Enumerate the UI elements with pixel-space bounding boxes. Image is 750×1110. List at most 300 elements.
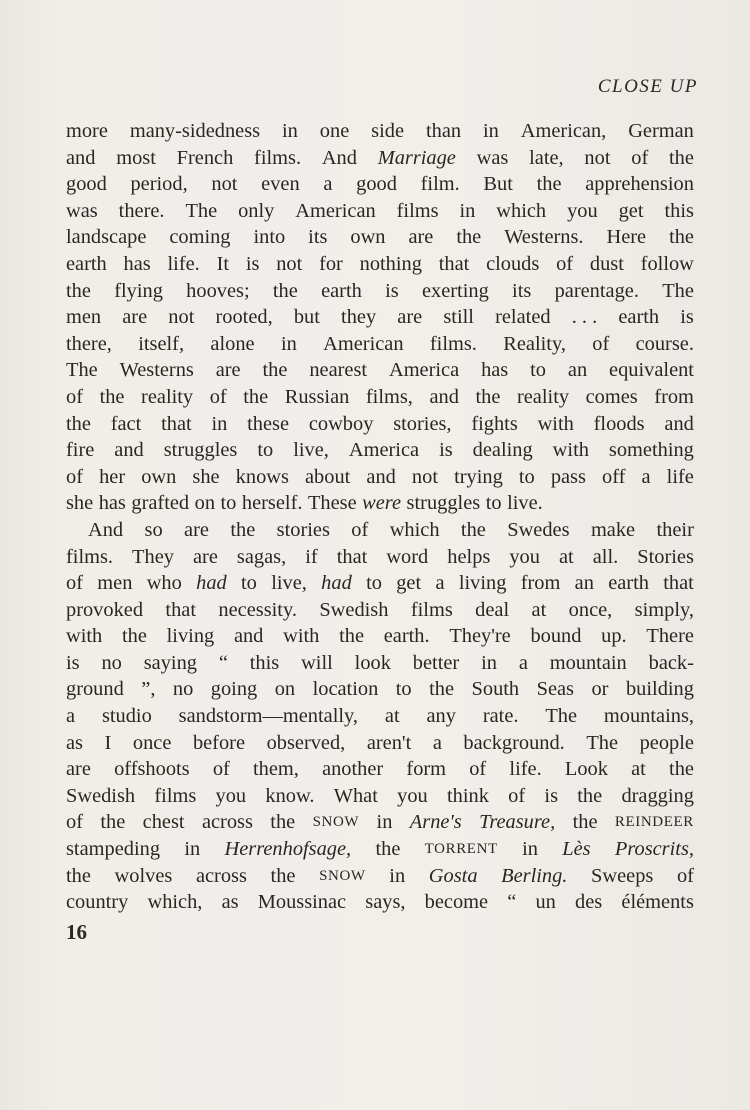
word: look xyxy=(354,651,391,674)
word: helps xyxy=(447,545,491,568)
word: Swedish xyxy=(319,598,389,621)
word: the xyxy=(66,412,91,435)
word: live, xyxy=(271,572,307,595)
word: the xyxy=(460,518,486,541)
word: film. xyxy=(420,173,460,196)
word: Swedish xyxy=(66,784,136,807)
word: necessity. xyxy=(218,598,297,621)
word: Seas xyxy=(536,678,574,701)
word: living xyxy=(166,625,215,648)
word: not xyxy=(211,173,238,196)
word: had xyxy=(196,572,227,595)
word: get xyxy=(396,572,422,595)
word: rate. xyxy=(482,705,519,728)
word: still xyxy=(443,306,474,329)
word: once xyxy=(132,731,172,754)
word: period, xyxy=(130,173,188,196)
word: life. xyxy=(509,758,542,781)
word: German xyxy=(628,120,694,142)
word: are xyxy=(66,758,91,781)
word: stories, xyxy=(393,412,452,435)
word: sandstorm—mentally, xyxy=(178,705,359,728)
word: fire xyxy=(66,439,95,462)
word: They xyxy=(132,545,174,568)
word: Westerns. xyxy=(504,226,584,249)
word: the xyxy=(669,758,694,781)
word: mountains, xyxy=(603,705,694,728)
word: dealing xyxy=(472,439,533,462)
word: But xyxy=(483,173,513,196)
word: these xyxy=(247,412,290,435)
word: most xyxy=(116,146,156,169)
word: there. xyxy=(118,199,165,222)
word: their xyxy=(656,518,694,541)
word: its xyxy=(512,279,532,302)
word: in xyxy=(211,412,228,435)
word: wolves xyxy=(114,864,173,887)
word: saying xyxy=(143,651,197,674)
word: the xyxy=(577,784,603,807)
word: Stories xyxy=(637,545,694,568)
word: What xyxy=(333,784,378,807)
word: of xyxy=(351,518,369,541)
word: or xyxy=(591,678,609,701)
word: The xyxy=(662,279,694,302)
word: the xyxy=(272,279,298,302)
word: Herrenhofsage, xyxy=(224,838,352,861)
word: the xyxy=(100,811,126,834)
word: Moussinac xyxy=(257,891,347,914)
word: a xyxy=(323,173,333,196)
word: and xyxy=(114,439,144,462)
word: earth. xyxy=(383,625,430,648)
word: on xyxy=(194,492,216,515)
word: Treasure, xyxy=(479,811,556,834)
word: at xyxy=(631,758,646,781)
word: in xyxy=(522,838,538,861)
word: mountain xyxy=(549,651,627,674)
word: are xyxy=(397,306,423,329)
word: will xyxy=(301,651,333,674)
word: to xyxy=(241,572,257,595)
word: The xyxy=(185,199,218,222)
word: own xyxy=(141,465,177,488)
word: is xyxy=(680,306,694,329)
word: of xyxy=(209,385,227,408)
text-line xyxy=(66,730,694,757)
word: is xyxy=(439,439,453,462)
word: from xyxy=(520,572,561,595)
word: to xyxy=(366,572,382,595)
word: had xyxy=(321,572,352,595)
word: of xyxy=(676,864,694,887)
word: films. xyxy=(254,146,302,169)
word: the xyxy=(243,385,269,408)
word: of xyxy=(508,784,526,807)
word: a xyxy=(66,705,76,728)
word: Westerns xyxy=(119,359,194,382)
word: The xyxy=(545,705,578,728)
text-line xyxy=(66,597,694,624)
word: Lès xyxy=(562,838,591,861)
word: SNOW xyxy=(312,814,360,831)
text-line xyxy=(66,224,694,251)
word: films. xyxy=(429,332,477,355)
word: ”, xyxy=(141,678,156,701)
word: even xyxy=(261,173,300,196)
word: is xyxy=(66,651,80,674)
word: earth xyxy=(618,306,660,329)
word: Look xyxy=(564,758,608,781)
word: struggles xyxy=(163,439,238,462)
word: in xyxy=(481,651,497,674)
word: who xyxy=(146,572,182,595)
word: not xyxy=(584,146,611,169)
word: nothing xyxy=(359,252,422,275)
word: she xyxy=(66,492,94,515)
word: think xyxy=(446,784,489,807)
word: get xyxy=(618,199,644,222)
word: fights xyxy=(471,412,518,435)
word: apprehension xyxy=(585,173,694,196)
word: are xyxy=(408,226,434,249)
word: films, xyxy=(365,385,413,408)
word: TORRENT xyxy=(424,841,498,858)
word: this xyxy=(249,651,280,674)
word: building xyxy=(625,678,694,701)
word: many-sidedness xyxy=(129,120,261,142)
text-line xyxy=(66,490,694,517)
word: in xyxy=(459,199,476,222)
word: It xyxy=(216,252,230,275)
word: related xyxy=(495,306,551,329)
word: you xyxy=(567,199,598,222)
word: more xyxy=(66,120,108,142)
word: “ xyxy=(218,651,228,674)
word: knows xyxy=(235,465,289,488)
word: French xyxy=(176,146,234,169)
word: of xyxy=(66,572,83,595)
word: life. xyxy=(167,252,200,275)
word: parentage. xyxy=(554,279,639,302)
word: America xyxy=(348,439,420,462)
word: Swedes xyxy=(507,518,570,541)
text-line xyxy=(66,650,694,677)
word: up. xyxy=(601,625,627,648)
text-line xyxy=(66,703,694,730)
page-number: 16 xyxy=(66,920,87,944)
word: There xyxy=(646,625,694,648)
word: in xyxy=(184,838,201,861)
word: I xyxy=(104,731,112,754)
word: clouds xyxy=(486,252,540,275)
word: nearest xyxy=(309,359,368,382)
word: of xyxy=(592,332,610,355)
word: at xyxy=(558,545,574,568)
word: no xyxy=(101,651,122,674)
word: films xyxy=(396,199,439,222)
text-line xyxy=(66,357,694,384)
word: of xyxy=(66,385,83,408)
body-text xyxy=(66,118,694,916)
word: with xyxy=(66,625,103,648)
word: you xyxy=(215,784,247,807)
text-line xyxy=(66,570,694,597)
word: reality xyxy=(141,385,194,408)
word: aren't xyxy=(366,731,412,754)
text-line xyxy=(66,889,694,916)
word: become xyxy=(424,891,489,914)
word: a xyxy=(518,651,528,674)
word: with xyxy=(552,439,589,462)
word: not xyxy=(276,252,303,275)
word: you xyxy=(509,545,540,568)
word: American xyxy=(295,199,376,222)
word: bound xyxy=(530,625,582,648)
word: pass xyxy=(550,465,586,488)
word: Marriage xyxy=(377,146,456,169)
word: The xyxy=(66,359,98,382)
word: They're xyxy=(449,625,511,648)
word: studio xyxy=(101,705,152,728)
text-line xyxy=(66,544,694,571)
word: REINDEER xyxy=(614,814,694,831)
word: if xyxy=(305,545,318,568)
text-line xyxy=(66,251,694,278)
word: all. xyxy=(592,545,619,568)
text-line xyxy=(66,437,694,464)
word: deal xyxy=(475,598,510,621)
word: follow xyxy=(640,252,694,275)
word: the xyxy=(375,838,401,861)
word: are xyxy=(184,518,209,541)
word: says, xyxy=(365,891,406,914)
word: dust xyxy=(589,252,624,275)
word: word xyxy=(386,545,429,568)
word: landscape xyxy=(66,226,147,249)
word: And xyxy=(88,518,124,541)
word: and xyxy=(664,412,694,435)
word: to xyxy=(518,465,535,488)
word: earth xyxy=(321,279,362,302)
word: un xyxy=(535,891,556,914)
word: that xyxy=(161,412,192,435)
word: back- xyxy=(648,651,694,674)
word: Proscrits, xyxy=(614,838,694,861)
text-line xyxy=(66,676,694,703)
text-line xyxy=(66,756,694,783)
text-line xyxy=(66,411,694,438)
word: a xyxy=(432,731,442,754)
word: earth xyxy=(66,252,107,275)
word: another xyxy=(322,758,384,781)
word: in xyxy=(376,811,393,834)
word: floods xyxy=(593,412,645,435)
text-line xyxy=(66,118,694,145)
word: that xyxy=(438,252,470,275)
word: going xyxy=(210,678,258,701)
word: the xyxy=(66,864,91,887)
word: were xyxy=(362,492,402,515)
word: men xyxy=(66,306,102,329)
word: in xyxy=(389,864,406,887)
word: its xyxy=(308,226,328,249)
word: to xyxy=(530,359,547,382)
word: Russian xyxy=(284,385,350,408)
word: course. xyxy=(635,332,694,355)
word: des xyxy=(575,891,603,914)
word: across xyxy=(195,864,247,887)
word: the xyxy=(66,279,91,302)
word: late, xyxy=(529,146,564,169)
word: not xyxy=(168,306,195,329)
word: form xyxy=(406,758,447,781)
word: the xyxy=(121,625,147,648)
word: this xyxy=(664,199,694,222)
word: offshoots xyxy=(114,758,190,781)
word: a xyxy=(435,572,445,595)
word: of xyxy=(556,252,574,275)
word: stampeding xyxy=(66,838,161,861)
word: life xyxy=(666,465,694,488)
word: but xyxy=(293,306,320,329)
word: you xyxy=(397,784,428,807)
word: any xyxy=(426,705,456,728)
word: Sweeps xyxy=(591,864,654,887)
word: films xyxy=(410,598,453,621)
word: them, xyxy=(253,758,299,781)
word: the xyxy=(429,678,455,701)
text-line xyxy=(66,517,694,544)
word: Gosta xyxy=(428,864,478,887)
word: the xyxy=(536,173,562,196)
word: flying xyxy=(114,279,163,302)
word: that xyxy=(336,545,368,568)
word: as xyxy=(66,731,83,754)
word: about xyxy=(305,465,351,488)
word: as xyxy=(221,891,239,914)
word: is xyxy=(385,279,399,302)
word: are xyxy=(122,306,148,329)
word: the xyxy=(456,226,482,249)
word: which xyxy=(389,518,440,541)
word: the xyxy=(270,864,296,887)
word: with xyxy=(283,625,320,648)
word: of xyxy=(66,811,83,834)
word: comes xyxy=(585,385,638,408)
word: which, xyxy=(147,891,203,914)
word: from xyxy=(654,385,694,408)
word: good xyxy=(356,173,397,196)
word: country xyxy=(66,891,129,914)
text-line xyxy=(66,836,694,863)
word: American, xyxy=(520,120,607,142)
word: the xyxy=(669,146,694,169)
word: one xyxy=(319,120,350,142)
word: know. xyxy=(265,784,315,807)
word: of xyxy=(469,758,487,781)
word: of xyxy=(66,465,83,488)
word: hooves; xyxy=(186,279,250,302)
text-line xyxy=(66,384,694,411)
word: there, xyxy=(66,332,112,355)
word: to xyxy=(395,678,412,701)
word: the xyxy=(339,625,365,648)
word: was xyxy=(66,199,98,222)
word: that xyxy=(165,598,196,621)
word: at xyxy=(384,705,400,728)
word: rooted, xyxy=(215,306,273,329)
text-line xyxy=(66,809,694,836)
word: fact xyxy=(110,412,142,435)
word: that xyxy=(663,572,694,595)
word: something xyxy=(608,439,694,462)
word: ground xyxy=(66,678,124,701)
word: side xyxy=(371,120,405,142)
word: the xyxy=(230,518,256,541)
word: grafted xyxy=(131,492,190,515)
word: an xyxy=(574,572,594,595)
word: the xyxy=(262,359,288,382)
word: men xyxy=(97,572,133,595)
word: so xyxy=(144,518,163,541)
word: her xyxy=(99,465,126,488)
word: has xyxy=(481,359,509,382)
word: itself, xyxy=(138,332,185,355)
word: is xyxy=(544,784,559,807)
text-line xyxy=(66,464,694,491)
word: The xyxy=(586,731,619,754)
word: they xyxy=(341,306,377,329)
word: are xyxy=(215,359,241,382)
word: an xyxy=(567,359,588,382)
word: And xyxy=(321,146,357,169)
word: which xyxy=(496,199,547,222)
word: American xyxy=(323,332,404,355)
word: stories xyxy=(276,518,330,541)
word: better xyxy=(412,651,460,674)
word: observed, xyxy=(266,731,346,754)
word: was xyxy=(476,146,509,169)
word: Berling. xyxy=(501,864,568,887)
word: South xyxy=(471,678,520,701)
word: trying xyxy=(454,465,503,488)
word: living xyxy=(458,572,507,595)
word: across xyxy=(201,811,253,834)
word: to xyxy=(220,492,237,515)
word: not xyxy=(411,465,438,488)
text-line xyxy=(66,198,694,225)
word: for xyxy=(319,252,343,275)
text-line xyxy=(66,278,694,305)
word: before xyxy=(192,731,246,754)
word: America xyxy=(388,359,460,382)
word: reality xyxy=(516,385,570,408)
word: SNOW xyxy=(319,867,366,884)
word: is xyxy=(245,252,260,275)
word: to xyxy=(257,439,274,462)
word: a xyxy=(641,465,651,488)
word: location xyxy=(312,678,379,701)
word: live, xyxy=(293,439,329,462)
word: she xyxy=(192,465,220,488)
word: struggles xyxy=(406,492,481,515)
word: cowboy xyxy=(308,412,374,435)
word: at xyxy=(531,598,547,621)
word: coming xyxy=(169,226,231,249)
word: make xyxy=(590,518,636,541)
word: dragging xyxy=(621,784,694,807)
